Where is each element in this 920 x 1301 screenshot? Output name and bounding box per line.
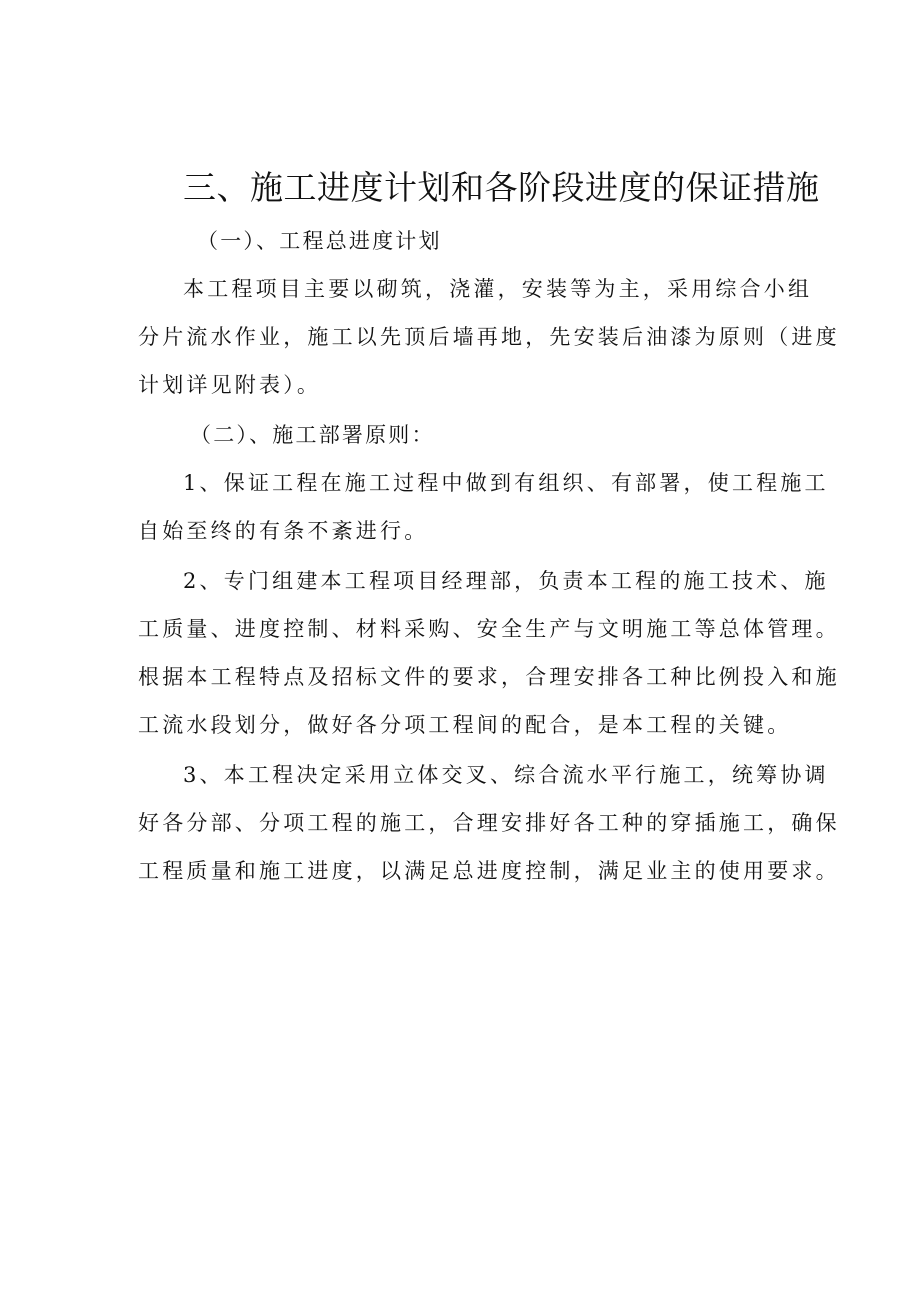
item2-line: 工流水段划分，做好各分项工程间的配合，是本工程的关键。 (138, 713, 792, 737)
item3-line: 好各分部、分项工程的施工，合理安排好各工种的穿插施工，确保 (138, 811, 840, 835)
section1-heading: （一）、工程总进度计划 (197, 229, 442, 253)
item2-line: 工质量、进度控制、材料采购、安全生产与文明施工等总体管理。 (138, 617, 840, 641)
item3-line: 3、本工程决定采用立体交叉、综合流水平行施工，统筹协调 (183, 763, 829, 787)
item1-line: 1、保证工程在施工过程中做到有组织、有部署，使工程施工 (183, 471, 829, 495)
section1-para-line: 计划详见附表）。 (138, 373, 322, 397)
item1-line: 自始至终的有条不紊进行。 (138, 519, 429, 543)
item2-line: 根据本工程特点及招标文件的要求，合理安排各工种比例投入和施 (138, 665, 840, 689)
section2-heading: （二）、施工部署原则： (190, 423, 435, 447)
section1-para-line: 本工程项目主要以砌筑，浇灌，安装等为主，采用综合小组 (183, 277, 813, 301)
item2-line: 2、专门组建本工程项目经理部，负责本工程的施工技术、施 (183, 569, 829, 593)
section1-para-line: 分片流水作业，施工以先顶后墙再地，先安装后油漆为原则（进度 (138, 325, 840, 349)
document-title: 三、施工进度计划和各阶段进度的保证措施 (183, 168, 820, 207)
item3-line: 工程质量和施工进度，以满足总进度控制，满足业主的使用要求。 (138, 859, 840, 883)
